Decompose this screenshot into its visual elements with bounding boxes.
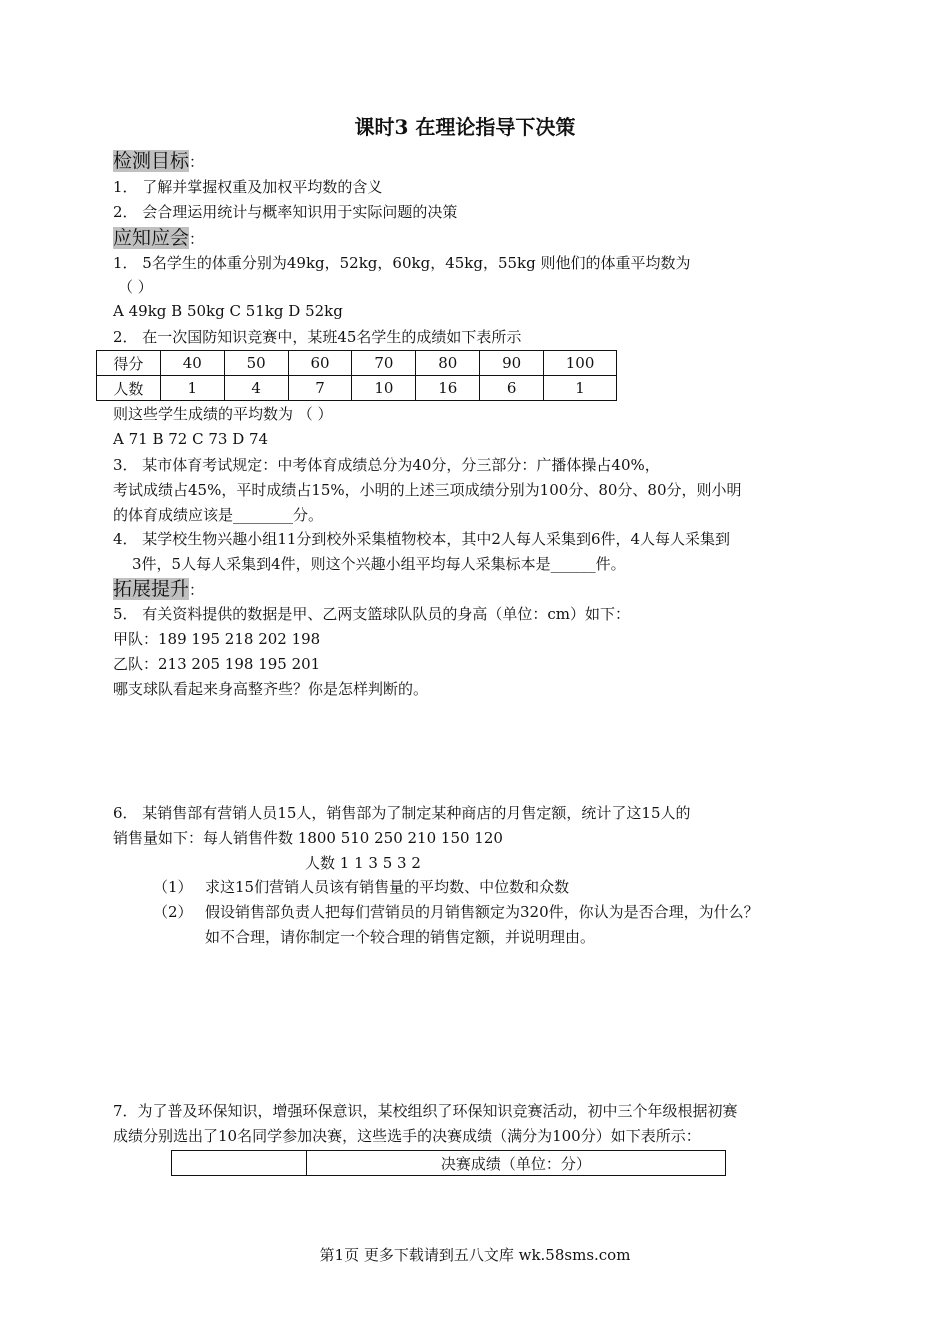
goal-item-2: 2． 会合理运用统计与概率知识用于实际问题的决策 <box>113 203 458 221</box>
q3-line-1: 3． 某市体育考试规定：中考体育成绩总分为40分，分三部分：广播体操占40%， <box>113 456 660 474</box>
q3-line-2: 考试成绩占45%，平时成绩占15%，小明的上述三项成绩分别为100分、80分、80分，则小明 <box>113 481 742 499</box>
q2-score-table <box>96 350 617 401</box>
q4-line-2: 3件，5人每人采集到4件，则这个兴趣小组平均每人采集标本是______件。 <box>132 555 626 573</box>
table-row <box>97 351 617 376</box>
q6-sub2-text-2: 如不合理，请你制定一个较合理的销售定额，并说明理由。 <box>205 928 596 946</box>
section-heading-extend <box>113 580 204 599</box>
table-header-cell: 决赛成绩（单位：分） <box>306 1151 725 1176</box>
q6-line-1: 6． 某销售部有营销人员15人，销售部为了制定某种商店的月售定额，统计了这15人的 <box>113 804 691 822</box>
section-basics-label: 应知应会 <box>113 227 190 249</box>
table-cell: 90 <box>480 351 544 376</box>
table-cell: 16 <box>416 376 480 401</box>
q6-sub2-text-1: 假设销售部负责人把每们营销员的月销售额定为320件，你认为是否合理，为什么？ <box>205 903 759 921</box>
table-cell: 10 <box>352 376 416 401</box>
table-row <box>97 376 617 401</box>
table-cell: 6 <box>480 376 544 401</box>
q6-sub1-text: 求这15们营销人员该有销售量的平均数、中位数和众数 <box>205 878 570 896</box>
q5-team-a: 甲队：189 195 218 202 198 <box>113 630 321 648</box>
q2-options: A 71 B 72 C 73 D 74 <box>113 430 269 448</box>
table-cell: 4 <box>224 376 288 401</box>
section-goals-label: 检测目标 <box>113 150 190 172</box>
goal-item-1: 1． 了解并掌握权重及加权平均数的含义 <box>113 178 383 196</box>
q3-line-3: 的体育成绩应该是________分。 <box>113 506 324 524</box>
table-cell: 得分 <box>97 351 161 376</box>
table-cell: 50 <box>224 351 288 376</box>
q1-options: A 49kg B 50kg C 51kg D 52kg <box>113 302 343 320</box>
section-colon: ： <box>189 581 205 599</box>
page-title: 课时3 在理论指导下决策 <box>354 115 576 139</box>
q7-line-1: 7．为了普及环保知识，增强环保意识，某校组织了环保知识竞赛活动，初中三个年级根据初赛 <box>113 1102 738 1120</box>
q6-sub2-number: （2） <box>153 903 193 921</box>
q5-team-b: 乙队：213 205 198 195 201 <box>113 655 321 673</box>
q2-stem: 2． 在一次国防知识竞赛中，某班45名学生的成绩如下表所示 <box>113 328 522 346</box>
section-extend-label: 拓展提升 <box>113 578 190 600</box>
table-cell: 100 <box>544 351 617 376</box>
q1-stem: 1． 5名学生的体重分别为49kg，52kg，60kg，45kg，55kg 则他们的体重平均数为 <box>113 254 691 272</box>
q7-results-table <box>171 1150 726 1176</box>
section-colon: ： <box>189 230 205 248</box>
table-cell <box>172 1151 307 1176</box>
q2-question: 则这些学生成绩的平均数为 （ ） <box>113 405 333 423</box>
section-colon: ： <box>189 153 205 171</box>
q6-line-2: 销售量如下：每人销售件数 1800 510 250 210 150 120 <box>113 829 503 847</box>
q5-question: 哪支球队看起来身高整齐些？你是怎样判断的。 <box>113 680 429 698</box>
table-cell: 1 <box>544 376 617 401</box>
section-heading-basics <box>113 229 204 248</box>
table-cell: 70 <box>352 351 416 376</box>
table-cell: 1 <box>160 376 224 401</box>
q7-line-2: 成绩分别选出了10名同学参加决赛，这些选手的决赛成绩（满分为100分）如下表所示： <box>113 1127 701 1145</box>
table-cell: 60 <box>288 351 352 376</box>
page-footer: 第1页 更多下载请到五八文库 wk.58sms.com <box>319 1246 631 1264</box>
q1-answer-paren: （ ） <box>118 278 153 296</box>
q4-line-1: 4． 某学校生物兴趣小组11分到校外采集植物校本，其中2人每人采集到6件，4人每人采集到 <box>113 530 731 548</box>
table-row <box>172 1151 726 1176</box>
section-heading-goals <box>113 152 204 171</box>
table-cell: 80 <box>416 351 480 376</box>
table-cell: 40 <box>160 351 224 376</box>
table-cell: 7 <box>288 376 352 401</box>
q5-stem: 5． 有关资料提供的数据是甲、乙两支篮球队队员的身高（单位：cm）如下： <box>113 605 630 623</box>
table-cell: 人数 <box>97 376 161 401</box>
q6-line-3: 人数 1 1 3 5 3 2 <box>305 854 421 872</box>
q6-sub1-number: （1） <box>153 878 193 896</box>
